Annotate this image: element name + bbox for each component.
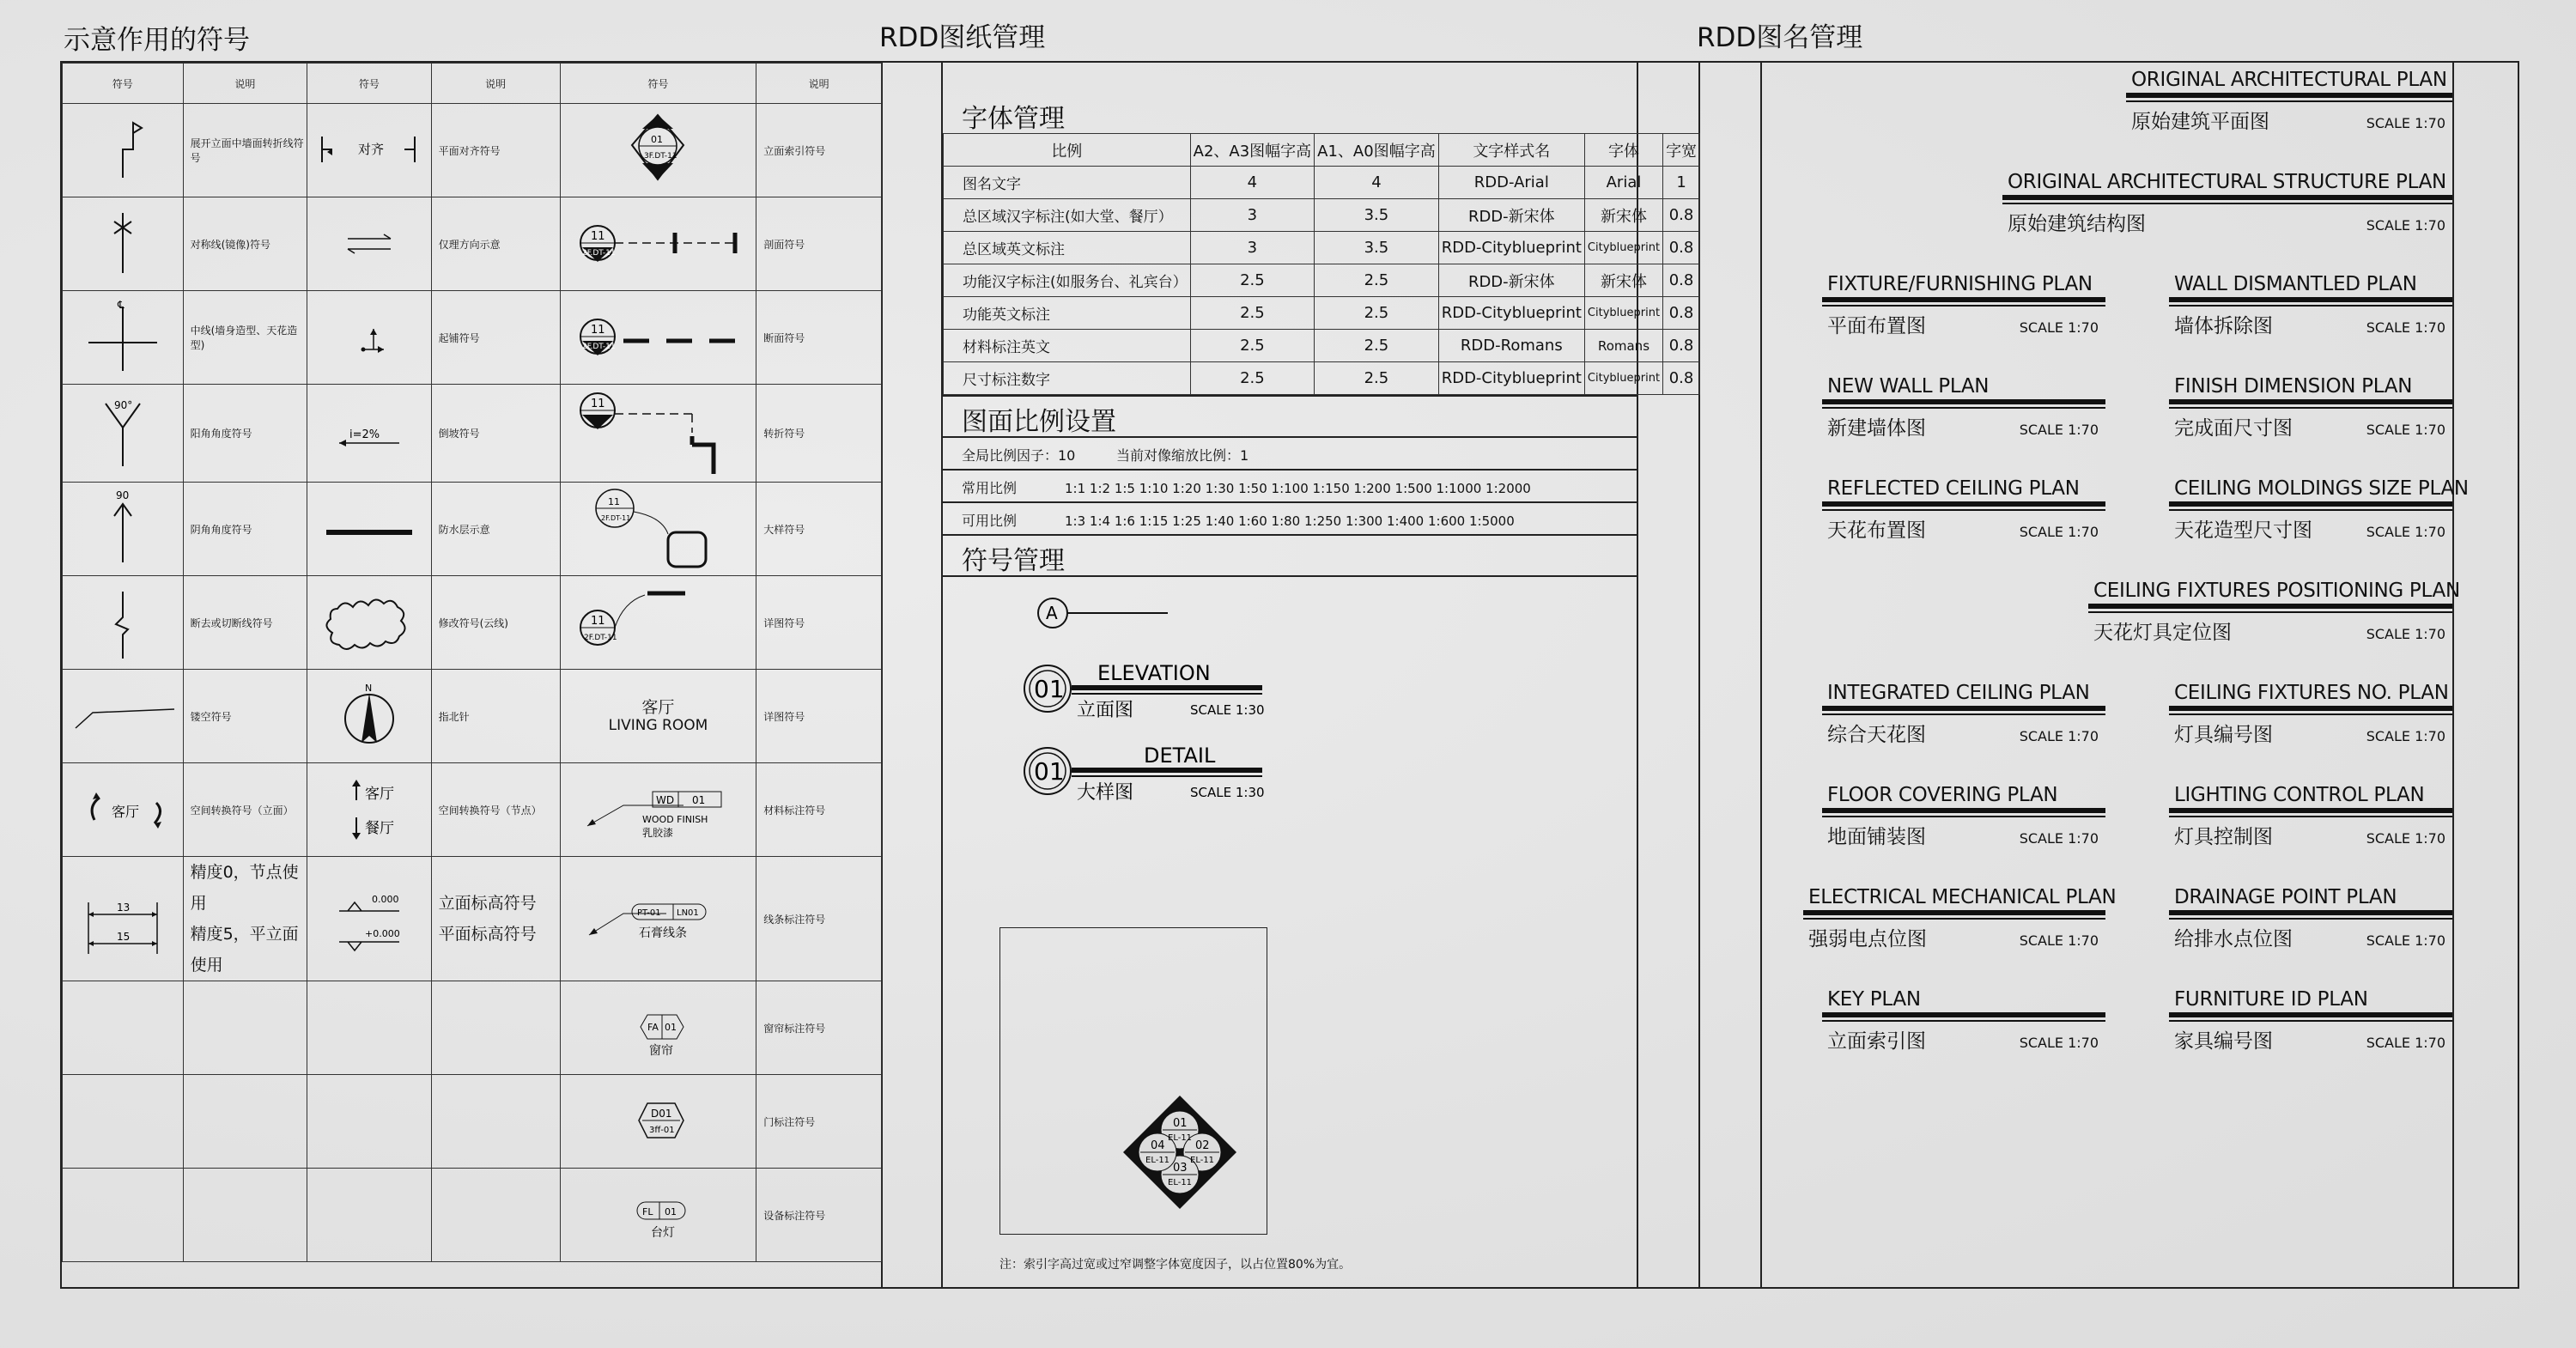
plan-en: FURNITURE ID PLAN <box>2174 988 2368 1011</box>
global-scale-label: 全局比例因子：10 <box>962 447 1076 464</box>
elevation-scale: SCALE 1:30 <box>1190 702 1265 718</box>
font-cell: 2.5 <box>1190 264 1315 297</box>
plan-scale: SCALE 1:70 <box>2366 1035 2445 1051</box>
desc-centerline: 中线(墙身造型、天花造型) <box>183 291 307 385</box>
level-symbol <box>313 877 425 958</box>
symbol-mgmt-title: 符号管理 <box>962 546 1065 576</box>
font-cell: 功能英文标注 <box>944 297 1191 330</box>
plan-scale: SCALE 1:70 <box>2366 217 2445 234</box>
detail-big-symbol <box>563 483 752 573</box>
align-text: 对齐 <box>357 141 384 157</box>
plan-name-original <box>2126 69 2452 134</box>
font-cell: RDD-Cityblueprint <box>1438 297 1584 330</box>
section-symbol <box>563 200 752 286</box>
plan-cn: 天花灯具定位图 <box>2093 622 2232 644</box>
desc-slope: 倒坡符号 <box>431 385 560 483</box>
elevation-index-symbol <box>572 106 744 192</box>
desc-door: 门标注符号 <box>756 1075 882 1169</box>
plan-cn: 灯具编号图 <box>2174 724 2273 746</box>
plan-name-fixture <box>1822 273 2105 338</box>
plan-en: FIXTURE/FURNISHING PLAN <box>1827 273 2093 295</box>
cut-section-symbol <box>563 294 752 380</box>
table-row <box>63 104 882 197</box>
idx-03: 03 <box>1173 1162 1188 1175</box>
scale-rule-1 <box>941 436 1637 438</box>
direction-symbol <box>313 204 425 282</box>
elevation-en: ELEVATION <box>1097 661 1211 685</box>
switch-kt2: 客厅 <box>364 786 394 803</box>
plan-scale: SCALE 1:70 <box>2019 524 2099 540</box>
centerline-symbol <box>71 298 174 375</box>
symmetry-symbol <box>71 204 174 282</box>
north-text: N <box>364 683 373 694</box>
plan-cn: 给排水点位图 <box>2174 928 2293 950</box>
detail-code: 2F.DT-11 <box>584 634 618 642</box>
fl-text: FL <box>642 1205 653 1217</box>
font-cell: Arial <box>1584 167 1662 199</box>
turn-no: 11 <box>591 398 605 410</box>
plan-name-furniture <box>2169 988 2452 1054</box>
desc-space-switch-node: 空间转换符号（节点） <box>431 763 560 857</box>
font-cell: 新宋体 <box>1584 199 1662 232</box>
middle-section-title: RDD图纸管理 <box>879 22 1046 53</box>
detail-big-no: 11 <box>608 496 621 507</box>
font-cell: 3.5 <box>1315 232 1439 264</box>
table-row <box>944 232 1700 264</box>
table-row <box>63 385 882 483</box>
divider-5 <box>1760 61 1762 1289</box>
cloud-symbol <box>313 583 425 660</box>
idx-code-4: EL-11 <box>1145 1156 1170 1165</box>
detail-cn: 大样图 <box>1077 782 1134 804</box>
table-row <box>63 291 882 385</box>
plan-en: FLOOR COVERING PLAN <box>1827 784 2058 806</box>
desc-start-paving: 起铺符号 <box>431 291 560 385</box>
font-cell: 0.8 <box>1663 362 1700 395</box>
gypsum-text: 石膏线条 <box>639 926 688 940</box>
fold-line-symbol <box>71 111 174 188</box>
font-cell: 材料标注英文 <box>944 330 1191 362</box>
curtain-text: 窗帘 <box>649 1043 674 1058</box>
idx-code-2: EL-11 <box>1190 1156 1215 1165</box>
font-cell: Cityblueprint <box>1584 297 1662 330</box>
desc-space-switch-elev: 空间转换符号（立面） <box>183 763 307 857</box>
font-cell: 4 <box>1190 167 1315 199</box>
plan-scale: SCALE 1:70 <box>2366 728 2445 744</box>
font-header-a1: A1、A0图幅字高 <box>1315 134 1439 167</box>
plan-name-wall-dismantled <box>2169 273 2452 338</box>
table-row <box>944 330 1700 362</box>
right-section-title: RDD图名管理 <box>1697 22 1863 53</box>
font-cell: 3 <box>1190 199 1315 232</box>
elevation-cn: 立面图 <box>1077 700 1134 721</box>
desc-section: 剖面符号 <box>756 197 882 291</box>
common-scale-label: 常用比例 <box>962 480 1018 496</box>
pt-code: LN01 <box>677 908 700 918</box>
plan-name-ceiling-fixtures-pos <box>2088 580 2460 645</box>
idx-01: 01 <box>1173 1117 1188 1130</box>
available-scale-label: 可用比例 <box>962 513 1018 529</box>
dim-13: 13 <box>116 902 131 914</box>
font-cell: 总区域英文标注 <box>944 232 1191 264</box>
plan-en: REFLECTED CEILING PLAN <box>1827 477 2080 500</box>
scale-section-rule <box>941 395 1637 397</box>
plan-en: INTEGRATED CEILING PLAN <box>1827 682 2090 704</box>
slope-text: i=2% <box>349 428 380 441</box>
plan-cn: 平面布置图 <box>1827 315 1926 337</box>
plan-cn: 地面铺装图 <box>1827 826 1926 848</box>
font-cell: 0.8 <box>1663 330 1700 362</box>
plan-name-drainage <box>2169 886 2452 951</box>
desc-align: 平面对齐符号 <box>431 104 560 197</box>
table-row <box>944 362 1700 395</box>
plan-name-ceiling-fixtures-no <box>2169 682 2452 747</box>
font-cell: 2.5 <box>1315 297 1439 330</box>
wd-no: 01 <box>692 793 706 806</box>
desc-material: 材料标注符号 <box>756 763 882 857</box>
font-cell: Cityblueprint <box>1584 362 1662 395</box>
elevation-no: 01 <box>1034 675 1065 703</box>
switch-kt: 客厅 <box>111 803 139 820</box>
plan-cn: 灯具控制图 <box>2174 826 2273 848</box>
font-cell: 新宋体 <box>1584 264 1662 297</box>
scale-title: 图面比例设置 <box>962 407 1116 437</box>
plan-name-key <box>1822 988 2105 1054</box>
plan-cn: 天花造型尺寸图 <box>2174 519 2312 542</box>
plan-scale: SCALE 1:70 <box>2019 932 2099 949</box>
section-code: 2F.DT-11 <box>582 248 617 258</box>
table-row <box>63 576 882 670</box>
fa-no: 01 <box>665 1021 677 1033</box>
font-cell: 2.5 <box>1190 297 1315 330</box>
plan-scale: SCALE 1:70 <box>2366 422 2445 438</box>
plan-en: NEW WALL PLAN <box>1827 375 1990 398</box>
desc-detail-2: 详图符号 <box>756 670 882 763</box>
font-cell: 1 <box>1663 167 1700 199</box>
table-row <box>63 1169 882 1262</box>
available-scale-values: 1:3 1:4 1:6 1:15 1:25 1:40 1:60 1:80 1:250 1:300 1:400 1:600 1:5000 <box>1065 513 1515 529</box>
multi-index-symbol <box>1118 1090 1255 1219</box>
header-symbol-2: 符号 <box>307 64 431 104</box>
font-cell: RDD-Romans <box>1438 330 1584 362</box>
lamp-text: 台灯 <box>651 1225 676 1240</box>
plan-en: KEY PLAN <box>1827 988 1921 1011</box>
detail-en: DETAIL <box>1144 744 1216 768</box>
font-cell: 图名文字 <box>944 167 1191 199</box>
plan-scale: SCALE 1:70 <box>2019 1035 2099 1051</box>
wd-text: WD <box>656 793 675 806</box>
font-cell: 4 <box>1315 167 1439 199</box>
idx-04: 04 <box>1151 1139 1165 1152</box>
space-switch-node-symbol <box>313 768 425 849</box>
table-row <box>63 857 882 981</box>
plan-name-new-wall <box>1822 375 2105 440</box>
common-scale-row <box>962 477 1531 497</box>
angle-text-a: 90° <box>113 399 133 411</box>
plan-cn: 原始建筑平面图 <box>2131 111 2269 133</box>
desc-break-line: 断去或切断线符号 <box>183 576 307 670</box>
desc-precision-0: 精度0，节点使用 <box>190 863 299 914</box>
fa-text: FA <box>647 1021 659 1033</box>
door-no: D01 <box>651 1107 672 1120</box>
font-header-ratio: 比例 <box>944 134 1191 167</box>
desc-cut-section: 断面符号 <box>756 291 882 385</box>
desc-direction: 仅理方向示意 <box>431 197 560 291</box>
index-no: 01 <box>651 133 664 145</box>
font-cell: 0.8 <box>1663 264 1700 297</box>
table-row <box>63 670 882 763</box>
font-table-header <box>944 134 1700 167</box>
cut-code: 2F.DT-11 <box>582 342 617 351</box>
wood-text: WOOD FINISH <box>642 813 708 825</box>
plan-en: CEILING FIXTURES NO. PLAN <box>2174 682 2449 704</box>
plan-name-integrated <box>1822 682 2105 747</box>
header-desc-3: 说明 <box>756 64 882 104</box>
font-cell: RDD-Cityblueprint <box>1438 232 1584 264</box>
desc-plan-level: 平面标高符号 <box>438 925 537 944</box>
font-cell: 0.8 <box>1663 232 1700 264</box>
desc-fold-line: 展开立面中墙面转折线符号 <box>183 104 307 197</box>
symbol-note: 注：索引字高过宽或过窄调整字体宽度因子，以占位置80%为宜。 <box>999 1258 1352 1272</box>
turn-symbol <box>563 385 752 479</box>
plan-name-lighting <box>2169 784 2452 849</box>
plan-cn: 立面索引图 <box>1827 1030 1926 1053</box>
waterproof-symbol <box>313 489 425 567</box>
internal-angle-symbol <box>71 487 174 568</box>
plan-cn: 完成面尺寸图 <box>2174 417 2293 440</box>
plan-name-original-structure <box>2002 171 2452 236</box>
desc-equipment: 设备标注符号 <box>756 1169 882 1262</box>
idx-02: 02 <box>1195 1139 1210 1152</box>
detail-no: 01 <box>1034 757 1065 786</box>
detail-title-symbol <box>1020 738 1295 807</box>
desc-waterproof: 防水层示意 <box>431 483 560 576</box>
global-scale-row <box>962 445 1249 465</box>
door-code: 3ff-01 <box>649 1125 676 1135</box>
font-cell: 0.8 <box>1663 199 1700 232</box>
current-scale-label: 当前对像缩放比例：1 <box>1116 447 1249 464</box>
lvl-1: +0.000 <box>364 928 400 940</box>
desc-north: 指北针 <box>431 670 560 763</box>
dimension-symbol <box>67 877 179 958</box>
plan-scale: SCALE 1:70 <box>2366 524 2445 540</box>
room-en: LIVING ROOM <box>608 717 708 735</box>
font-header-width: 字宽 <box>1663 134 1700 167</box>
table-row <box>944 264 1700 297</box>
idx-code-1: EL-11 <box>1168 1133 1193 1143</box>
plan-en: ELECTRICAL MECHANICAL PLAN <box>1808 886 2117 908</box>
plan-scale: SCALE 1:70 <box>2366 115 2445 131</box>
font-table <box>943 133 1700 395</box>
plan-cn: 家具编号图 <box>2174 1030 2273 1053</box>
table-row <box>63 483 882 576</box>
desc-internal-angle: 阴角角度符号 <box>183 483 307 576</box>
font-cell: Cityblueprint <box>1584 232 1662 264</box>
font-cell: 3 <box>1190 232 1315 264</box>
font-cell: 功能汉字标注(如服务台、礼宾台） <box>944 264 1191 297</box>
detail-symbol <box>563 576 752 666</box>
plan-scale: SCALE 1:70 <box>2019 319 2099 336</box>
header-symbol-1: 符号 <box>63 64 184 104</box>
font-cell: 2.5 <box>1190 362 1315 395</box>
left-section-title: 示意作用的符号 <box>64 25 250 56</box>
detail-scale: SCALE 1:30 <box>1190 785 1265 800</box>
font-cell: 3.5 <box>1315 199 1439 232</box>
symbol-rule <box>941 575 1637 577</box>
font-cell: RDD-新宋体 <box>1438 264 1584 297</box>
desc-cloud: 修改符号(云线) <box>431 576 560 670</box>
hollow-symbol <box>67 677 179 754</box>
plan-scale: SCALE 1:70 <box>2366 932 2445 949</box>
index-code: 3F.DT-11 <box>644 151 678 161</box>
idx-code-3: EL-11 <box>1168 1178 1193 1187</box>
available-scale-row <box>962 510 1515 530</box>
plan-en: ORIGINAL ARCHITECTURAL PLAN <box>2131 69 2447 91</box>
angle-text-b: 90 <box>115 489 130 501</box>
font-cell: 2.5 <box>1315 362 1439 395</box>
axis-symbol <box>1022 592 1194 635</box>
font-header-style: 文字样式名 <box>1438 134 1584 167</box>
detail-big-code: 2F.DT-11 <box>601 514 631 522</box>
north-arrow-symbol <box>313 674 425 756</box>
plan-name-finish-dim <box>2169 375 2452 440</box>
plan-scale: SCALE 1:70 <box>2019 422 2099 438</box>
fl-no: 01 <box>665 1205 677 1217</box>
font-header-font: 字体 <box>1584 134 1662 167</box>
divider-6 <box>2452 61 2454 1289</box>
plan-scale: SCALE 1:70 <box>2366 830 2445 847</box>
scale-rule-4 <box>941 534 1637 536</box>
font-cell: 尺寸标注数字 <box>944 362 1191 395</box>
font-cell: RDD-Cityblueprint <box>1438 362 1584 395</box>
scale-rule-2 <box>941 469 1637 471</box>
material-symbol <box>563 766 752 852</box>
plan-en: WALL DISMANTLED PLAN <box>2174 273 2417 295</box>
plan-name-electrical <box>1803 886 2117 951</box>
line-label-symbol <box>563 875 752 961</box>
header-desc-2: 说明 <box>431 64 560 104</box>
plan-en: CEILING FIXTURES POSITIONING PLAN <box>2093 580 2460 602</box>
pt-text: PT-01 <box>637 908 661 918</box>
svg-text:℄: ℄ <box>117 298 125 311</box>
lvl-0: 0.000 <box>371 894 399 906</box>
plan-name-floor <box>1822 784 2105 849</box>
plan-name-reflected <box>1822 477 2105 543</box>
axis-letter: A <box>1046 603 1058 623</box>
slope-symbol <box>313 393 425 471</box>
symbol-table <box>62 63 882 1262</box>
detail-no: 11 <box>591 615 605 628</box>
plan-scale: SCALE 1:70 <box>2019 728 2099 744</box>
font-cell: 总区域汉字标注(如大堂、餐厅） <box>944 199 1191 232</box>
plan-name-moldings <box>2169 477 2469 543</box>
font-cell: Romans <box>1584 330 1662 362</box>
desc-hollow: 镂空符号 <box>183 670 307 763</box>
plan-cn: 强弱电点位图 <box>1808 928 1927 950</box>
plan-en: DRAINAGE POINT PLAN <box>2174 886 2397 908</box>
table-row <box>944 199 1700 232</box>
desc-line-label: 线条标注符号 <box>756 857 882 981</box>
font-cell: RDD-新宋体 <box>1438 199 1584 232</box>
font-cell: 2.5 <box>1315 330 1439 362</box>
desc-elev-level: 立面标高符号 <box>438 894 537 914</box>
symbol-table-header <box>63 64 882 104</box>
table-row <box>63 1075 882 1169</box>
font-header-a2: A2、A3图幅字高 <box>1190 134 1315 167</box>
font-cell: RDD-Arial <box>1438 167 1584 199</box>
external-angle-symbol <box>71 393 174 471</box>
desc-detail-big: 大样符号 <box>756 483 882 576</box>
table-row <box>63 197 882 291</box>
table-row <box>63 763 882 857</box>
desc-external-angle: 阳角角度符号 <box>183 385 307 483</box>
desc-symmetry: 对称线(镜像)符号 <box>183 197 307 291</box>
plan-cn: 墙体拆除图 <box>2174 315 2273 337</box>
plan-en: CEILING MOLDINGS SIZE PLAN <box>2174 477 2469 500</box>
equipment-symbol <box>563 1171 752 1257</box>
desc-detail: 详图符号 <box>756 576 882 670</box>
align-symbol <box>313 111 425 188</box>
plan-en: LIGHTING CONTROL PLAN <box>2174 784 2425 806</box>
plan-scale: SCALE 1:70 <box>2366 319 2445 336</box>
start-paving-symbol <box>313 298 425 375</box>
table-row <box>944 297 1700 330</box>
switch-ct: 餐厅 <box>364 820 394 837</box>
desc-elevation-index: 立面索引符号 <box>756 104 882 197</box>
plan-cn: 天花布置图 <box>1827 519 1926 542</box>
desc-curtain: 窗帘标注符号 <box>756 981 882 1075</box>
room-cn: 客厅 <box>641 697 675 717</box>
font-cell: 2.5 <box>1190 330 1315 362</box>
space-switch-elev-symbol <box>67 770 179 847</box>
table-row <box>63 981 882 1075</box>
header-desc-1: 说明 <box>183 64 307 104</box>
cut-no: 11 <box>591 323 605 337</box>
break-line-symbol <box>71 583 174 660</box>
common-scale-values: 1:1 1:2 1:5 1:10 1:20 1:30 1:50 1:100 1:150 1:200 1:500 1:1000 1:2000 <box>1065 481 1531 496</box>
curtain-symbol <box>563 984 752 1070</box>
plan-cn: 新建墙体图 <box>1827 417 1926 440</box>
section-no: 11 <box>591 229 605 243</box>
plan-en: FINISH DIMENSION PLAN <box>2174 375 2413 398</box>
scale-rule-3 <box>941 501 1637 503</box>
desc-turn: 转折符号 <box>756 385 882 483</box>
plan-scale: SCALE 1:70 <box>2366 626 2445 642</box>
plan-scale: SCALE 1:70 <box>2019 830 2099 847</box>
plan-cn: 原始建筑结构图 <box>2008 213 2146 235</box>
plan-cn: 综合天花图 <box>1827 724 1926 746</box>
font-mgmt-title: 字体管理 <box>962 104 1065 134</box>
door-symbol <box>563 1078 752 1163</box>
font-cell: 2.5 <box>1315 264 1439 297</box>
plan-en: ORIGINAL ARCHITECTURAL STRUCTURE PLAN <box>2008 171 2446 193</box>
elevation-title-symbol <box>1020 656 1295 725</box>
desc-precision-5: 精度5，平立面使用 <box>190 925 299 975</box>
latex-text: 乳胶漆 <box>642 826 674 839</box>
table-row <box>944 167 1700 199</box>
dim-15: 15 <box>116 931 131 944</box>
font-cell: 0.8 <box>1663 297 1700 330</box>
header-symbol-3: 符号 <box>560 64 756 104</box>
